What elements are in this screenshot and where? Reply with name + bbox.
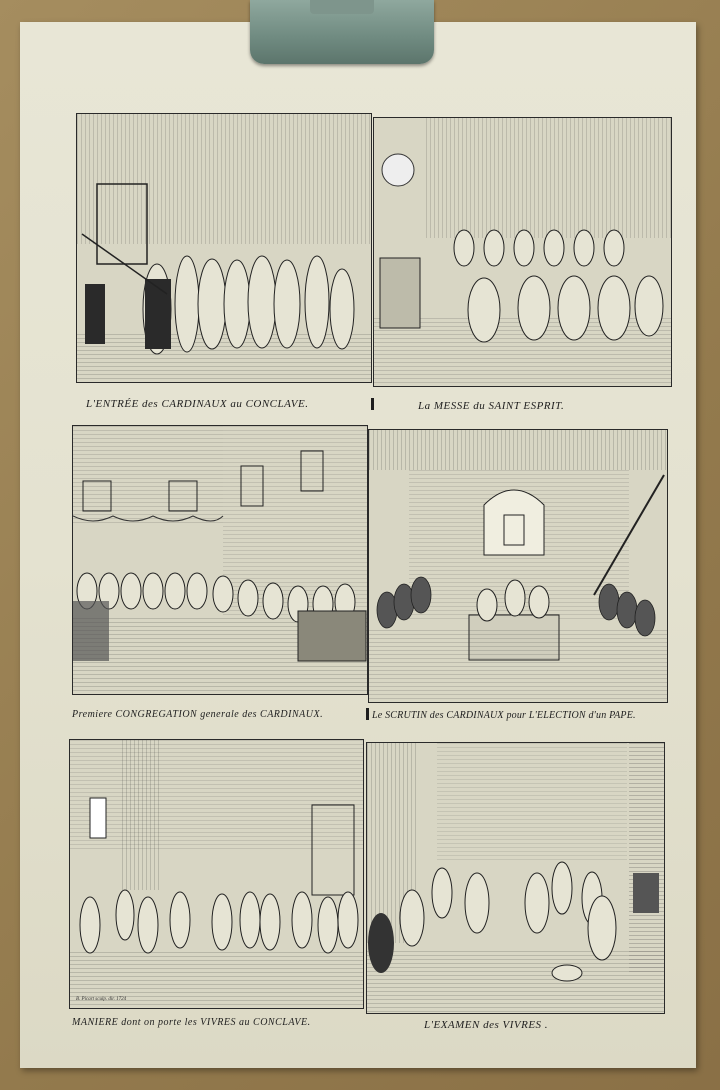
plate-messe-du-saint-esprit bbox=[373, 117, 672, 387]
caption-divider-2 bbox=[366, 708, 369, 720]
caption-divider bbox=[371, 398, 374, 410]
plate-maniere-vivres bbox=[69, 739, 364, 1009]
clip-hinge bbox=[310, 0, 374, 14]
plate-examen-des-vivres bbox=[366, 742, 665, 1014]
caption-examen-des-vivres: L'EXAMEN des VIVRES . bbox=[424, 1019, 549, 1031]
caption-premiere-congregation: Premiere CONGREGATION generale des CARDINAUX. bbox=[72, 709, 324, 720]
caption-entree-des-cardinaux: L'ENTRÉE des CARDINAUX au CONCLAVE. bbox=[86, 398, 309, 410]
caption-maniere-vivres: MANIERE dont on porte les VIVRES au CONCLAVE. bbox=[72, 1017, 311, 1028]
plate-entree-des-cardinaux bbox=[76, 113, 372, 383]
caption-messe-du-saint-esprit: La MESSE du SAINT ESPRIT. bbox=[418, 400, 565, 412]
caption-scrutin-des-cardinaux: Le SCRUTIN des CARDINAUX pour L'ELECTION d'un PAPE. bbox=[372, 710, 636, 721]
plate-premiere-congregation bbox=[72, 425, 368, 695]
engraver-signature: B. Picart sculp. dir. 1724 bbox=[76, 997, 127, 1002]
plate-scrutin-des-cardinaux bbox=[368, 429, 668, 703]
